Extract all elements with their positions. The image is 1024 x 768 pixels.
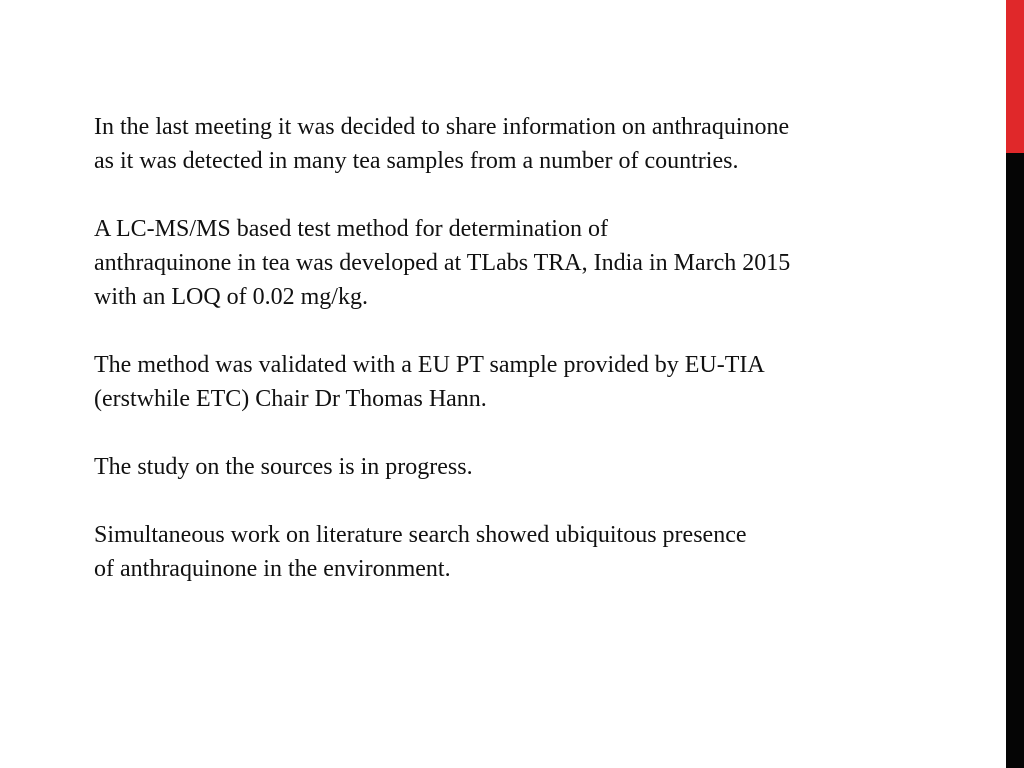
paragraph-meeting-decision: In the last meeting it was decided to share information on anthraquinone as it was detected in many tea samples from a number of countries. (94, 114, 790, 174)
side-accent-bar (1006, 0, 1024, 768)
paragraph-validation: The method was validated with a EU PT sample provided by EU-TIA (erstwhile ETC) Chair Dr Thomas Hann. (94, 352, 765, 412)
accent-black-segment (1006, 153, 1024, 768)
paragraph-study-progress: The study on the sources is in progress. (94, 454, 473, 480)
paragraph-literature-search: Simultaneous work on literature search showed ubiquitous presence of anthraquinone in the environment. (94, 522, 747, 582)
accent-red-segment (1006, 0, 1024, 153)
slide-body (94, 110, 974, 620)
paragraph-test-method: A LC-MS/MS based test method for determination of anthraquinone in tea was developed at TLabs TRA, India in March 2015 with an LOQ of 0.02 mg/kg. (94, 216, 791, 310)
